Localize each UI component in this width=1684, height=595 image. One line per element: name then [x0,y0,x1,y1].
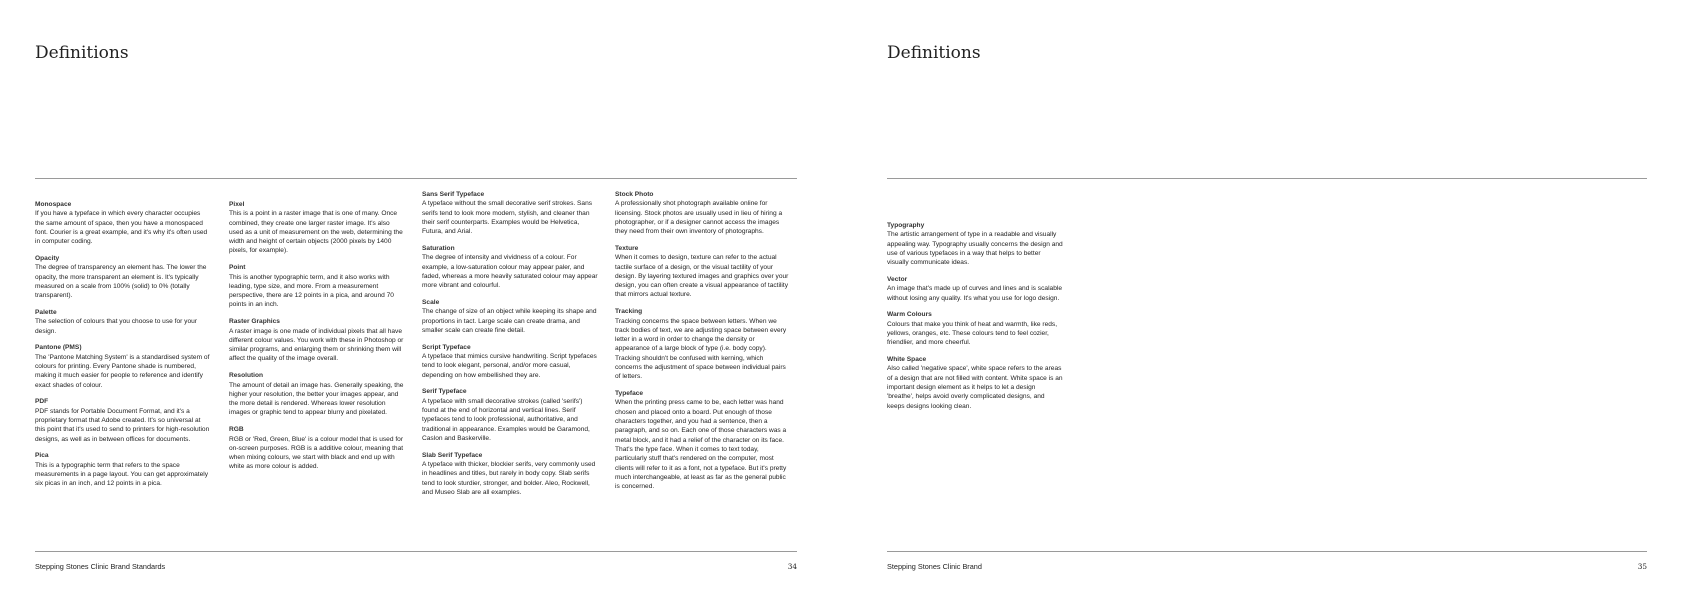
definition-text: A typeface with thicker, blockier serifs, very commonly used in headlines and titles, but rarely in body copy. Slab serifs tend to look sturdier, stronger, and bolder. Aleo, Rockwell, and Museo Slab are all examples. [422,460,596,496]
definition-entry [887,221,1063,267]
definition-text: The selection of colours that you choose to use for your design. [35,318,198,335]
definitions-column-4 [615,190,791,499]
definitions-column-3 [422,190,598,505]
definition-text: The amount of detail an image has. Generally speaking, the higher your resolution, the better your images appear, and the more detail is rendered. Whereas lower resolution images or graphic tend to appear blurry and pixelated. [229,381,404,417]
definition-term: Tracking [615,308,643,316]
definition-term: Resolution [229,372,264,380]
definition-text: If you have a typeface in which every character occupies the same amount of space, then you have a monospaced font. Courier is a great example, and it's why it's often used in computer coding. [35,210,208,246]
definition-entry [35,397,211,443]
definition-entry [35,343,211,389]
definition-term: Pantone (PMS) [35,344,82,352]
right-page [850,0,1684,595]
page-title: Definitions [35,43,129,63]
definition-entry [615,190,791,236]
definition-text: A typeface with small decorative strokes (called 'serifs') found at the end of horizontal and vertical lines. Serif typefaces tend to look professional, authoritative, and traditional in appearance. Examples would be Garamond, Caslon and Baskerville. [422,397,590,442]
definition-text: The 'Pantone Matching System' is a standardised system of colours for printing. Every Pantone shade is numbered, making it much easier for people to reference and identify exact shades of colour. [35,353,210,389]
definition-term: Opacity [35,254,60,262]
definition-term: Typeface [615,390,644,398]
definition-entry [887,355,1063,411]
definition-term: Script Typeface [422,343,471,351]
definition-term: Monospace [35,201,72,208]
definitions-column-1 [35,200,211,496]
definition-entry [35,308,211,336]
definition-text: This is another typographic term, and it also works with leading, type size, and more. From a measurement perspective, there are 12 points in a pica, and around 70 points in an inch. [229,273,394,309]
definition-entry [229,425,405,471]
page-number: 34 [787,562,797,571]
definition-term: Stock Photo [615,191,654,198]
definition-term: Point [229,264,246,272]
definition-entry [422,387,598,443]
definitions-column-1 [887,221,1063,418]
definition-term: Pica [35,452,49,460]
definition-text: When it comes to design, texture can refer to the actual tactile surface of a design, or the visual tactility of your design. By layering textured images and graphics over your design, you can often create a visual appearance of tactility that mirrors actual texture. [615,254,789,299]
definition-entry [615,389,791,491]
definition-text: Also called 'negative space', white space refers to the areas of a design that are not filled with content. White space is an important design element as it helps to let a design 'breathe', helps avoid overly complicated designs, and keeps designs looking clean. [887,365,1063,410]
definition-term: White Space [887,356,927,364]
definition-text: The artistic arrangement of type in a readable and visually appealing way. Typography usually concerns the design and use of various typefaces in a way that helps to better visually communicate ideas. [887,231,1063,267]
definition-text: The change of size of an object while keeping its shape and proportions in tact. Large scale can create drama, and smaller scale can create fine detail. [422,308,597,334]
definition-text: A typeface without the small decorative serif strokes. Sans serifs tend to look more modern, stylish, and cleaner than their serif counterparts. Examples would be Helvetica, Futura, and Arial. [422,200,593,236]
definition-text: Tracking concerns the space between letters. When we track bodies of text, we are adjusting space between every letter in a word in order to change the density or appearance of a large block of type (i.e. body copy). Tracking shouldn't be confused with kerning, which concerns the adjustment of space between individual pairs of letters. [615,317,787,381]
definition-term: PDF [35,398,49,406]
definition-text: When the printing press came to be, each letter was hand chosen and placed onto a board. Put enough of those characters together, and you had a sentence, then a paragraph, and so on. Each one of those characters was a metal block, and it had a relief of the character on its face. That's the type face. When it comes to text today, particularly stuff that's rendered on the computer, most clients will refer to it as a font, not a typeface. But it's pretty much interchangeable, at least as far as the general public is concerned. [615,399,787,491]
definition-term: Palette [35,308,57,316]
definition-term: Warm Colours [887,311,932,319]
definition-entry [229,317,405,363]
definitions-column-2 [229,200,405,479]
definition-term: Raster Graphics [229,318,280,326]
definition-entry [422,343,598,380]
definition-term: Slab Serif Typeface [422,451,483,459]
definition-entry [35,200,211,246]
definition-entry [615,307,791,381]
definition-term: RGB [229,426,244,434]
bottom-divider [35,551,797,552]
definition-text: This is a typographic term that refers to the space measurements in a page layout. You can get approximately six picas in an inch, and 12 points in a pica. [35,461,209,488]
definition-text: A professionally shot photograph available online for licensing. Stock photos are usually used in lieu of hiring a photographer, or if a designer cannot access the images they need from their own inventory of photographs. [615,200,783,236]
definition-text: A raster image is one made of individual pixels that all have different colour values. You work with these in Photoshop or similar programs, and enlarging them or shrinking them will affect the quality of the image overall. [229,327,404,363]
definition-entry [887,275,1063,303]
definition-text: PDF stands for Portable Document Format, and it's a proprietary format that Adobe created. It's so universal at this point that it's used to send to printers for high-resolution designs, as well as in between offices for documents. [35,407,210,443]
definition-term: Saturation [422,244,455,252]
definition-entry [615,244,791,300]
definition-term: Scale [422,298,440,306]
definition-term: Pixel [229,201,245,208]
definition-entry [35,254,211,300]
definition-term: Sans Serif Typeface [422,191,485,198]
definition-entry [422,451,598,497]
definition-entry [422,190,598,236]
definition-entry [422,244,598,290]
top-divider [887,178,1647,179]
bottom-divider [887,551,1647,552]
definition-text: This is a point in a raster image that is one of many. Once combined, they create one larger raster image. It's also used as a unit of measurement on the web, determining the width and height of certain objects (2000 pixels by 1400 pixels, for example). [229,210,403,255]
definition-term: Serif Typeface [422,388,467,396]
definition-entry [35,451,211,488]
definition-entry [887,310,1063,347]
definition-entry [229,371,405,417]
page-title: Definitions [887,43,981,63]
footer-brand: Stepping Stones Clinic Brand Standards [35,562,166,571]
footer-brand: Stepping Stones Clinic Brand [887,562,982,571]
definition-entry [422,298,598,335]
definition-text: The degree of transparency an element has. The lower the opacity, the more transparent an element is. It's typically measured on a scale from 100% (solid) to 0% (totally transparent). [35,264,207,300]
definition-text: A typeface that mimics cursive handwriting. Script typefaces tend to look elegant, personal, and/or more casual, depending on how embellished they are. [422,352,597,379]
definition-entry [229,263,405,309]
definition-text: The degree of intensity and vividness of a colour. For example, a low-saturation colour may appear paler, and faded, whereas a more heavily saturated colour may appear more vibrant and colourful. [422,254,598,290]
top-divider [35,178,797,179]
definition-text: An image that's made up of curves and lines and is scalable without losing any quality. It's what you use for logo design. [887,285,1062,302]
definition-term: Texture [615,244,639,252]
definition-text: Colours that make you think of heat and warmth, like reds, yellows, oranges, etc. These colours tend to feel cozier, friendlier, and more cheerful. [887,320,1058,347]
definition-text: RGB or 'Red, Green, Blue' is a colour model that is used for on-screen purposes. RGB is a additive colour, meaning that when mixing colours, we start with black and end up with white as more colour is added. [229,435,404,471]
definition-entry [229,200,405,256]
definition-term: Typography [887,222,925,229]
definition-term: Vector [887,275,908,283]
page-number: 35 [1637,562,1647,571]
